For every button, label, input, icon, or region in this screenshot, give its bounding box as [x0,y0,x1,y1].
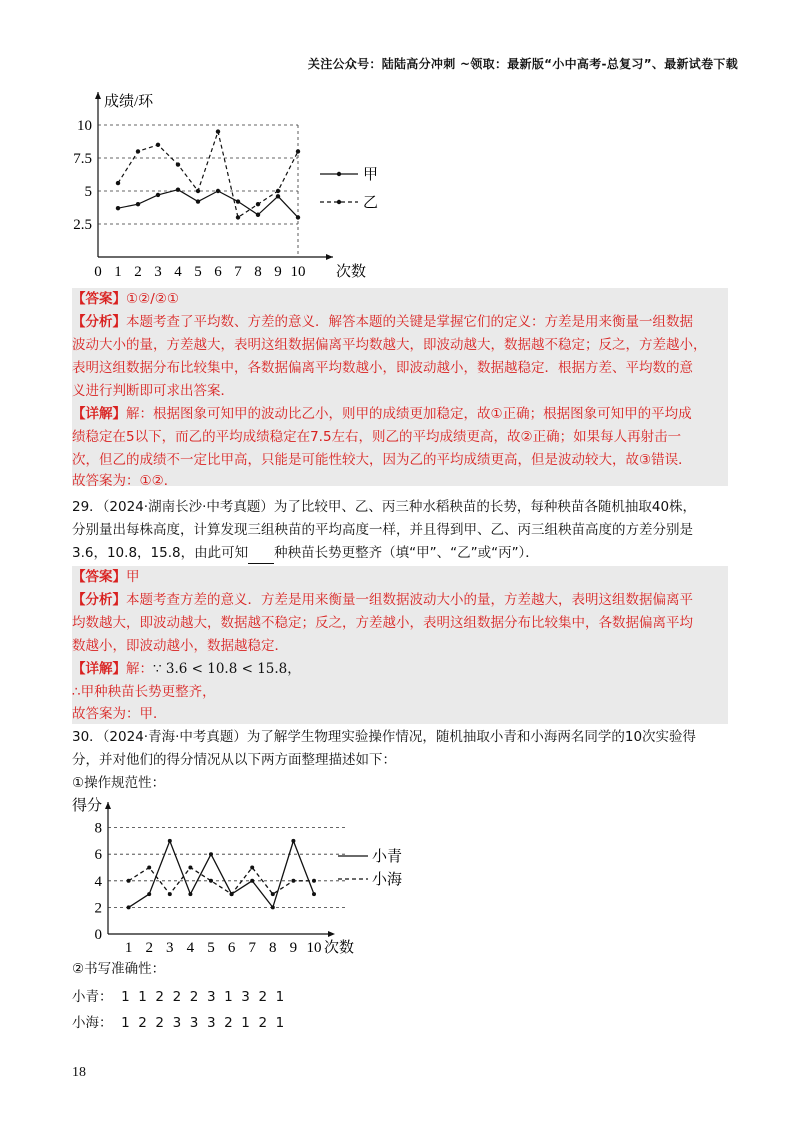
y-tick-label: 8 [94,820,102,837]
x-tick-label: 10 [306,940,322,956]
q28-answer: 【答案】①②/②① [72,291,179,307]
y-axis-label: 成绩/环 [104,94,154,110]
x-tick-label: 2 [145,940,153,956]
x-tick-label: 8 [269,940,277,956]
x-tick-label: 7 [234,264,242,280]
series-line-小青 [129,841,314,908]
x-tick-label: 9 [274,264,282,280]
page-number: 18 [72,1065,86,1080]
data-point [312,892,316,896]
data-point [271,905,275,909]
q29-question-line: 3.6，10.8，15.8，由此可知 种秧苗长势更整齐（填“甲”、“乙”或“丙”）． [72,542,539,564]
legend-label: 乙 [363,195,379,211]
data-point [291,839,295,843]
x-tick-label: 1 [124,940,133,956]
data-point [188,866,192,870]
data-point [216,129,220,133]
q28-analysis-line: 义进行判断即可求出答案． [72,383,234,399]
q29-blank [248,551,274,564]
x-tick-label: 2 [134,264,142,280]
series-line-甲 [118,190,298,218]
x-tick-label: 3 [166,940,174,956]
y-tick-label: 6 [94,847,102,864]
x-tick-label: 4 [186,940,195,956]
data-point [276,194,280,198]
data-point [156,143,160,147]
q30-question-line: 30．（2024·青海·中考真题）为了解学生物理实验操作情况，随机抽取小青和小海两名同学的10次实验得 [72,729,697,745]
q29-conclusion: ∴甲种秧苗长势更整齐， [72,684,216,700]
q28-analysis-line: 表明这组数据分布比较集中，各数据偏离平均数越小，即波动越小，数据越稳定．根据方差、平均数的意 [72,360,693,376]
data-point [136,149,140,153]
x-tick-label: 5 [194,264,202,280]
q29-question-line: 分别量出每株高度，计算发现三组秧苗的平均高度一样，并且得到甲、乙、丙三组秧苗高度的方差分别是 [72,522,693,538]
data-point [216,189,220,193]
experiment-scores-chart [68,792,408,962]
x-tick-label: 3 [154,264,162,280]
data-point [127,879,131,883]
data-point [176,162,180,166]
q28-detail-line: 绩稳定在5以下，而乙的平均成绩稳定在7.5左右，则乙的平均成绩更高，故②正确；如果每人再射击一 [72,429,682,445]
q29-analysis-line: 数越小，即波动越小，数据越稳定． [72,638,288,654]
data-point [256,213,260,217]
data-point [147,866,151,870]
y-tick-label: 4 [94,873,102,890]
q30-item-1: ①操作规范性： [72,775,166,791]
y-tick-label: 5 [84,184,92,200]
data-point [271,892,275,896]
q28-detail-line: 次，但乙的成绩不一定比甲高，只能是可能性较大，因为乙的平均成绩更高，但是波动较大，故③错误． [72,452,692,468]
data-point [168,839,172,843]
x-tick-label: 6 [214,264,222,280]
q30-item-2: ②书写准确性： [72,961,166,977]
y-axis-label: 得分 [72,798,103,814]
data-point [312,879,316,883]
y-tick-label: 0 [94,927,102,943]
x-axis-arrow [328,931,335,937]
q30-question-line: 分，并对他们的得分情况从以下两方面整理描述如下： [72,752,396,768]
y-tick-label: 2.5 [73,217,92,233]
x-axis-label: 次数 [336,264,367,280]
q30-row-xiaohai: 小海： 1 2 2 3 3 3 2 1 2 1 [72,1015,285,1031]
page-header: 关注公众号：陆陆高分冲刺 ~领取：最新版“小中高考-总复习”、最新试卷下载 [307,57,738,71]
data-point [236,199,240,203]
x-tick-label: 10 [290,264,306,280]
data-point [196,199,200,203]
q29-analysis-line: 均数越大，即波动越大，数据越不稳定；反之，方差越小，表明这组数据分布比较集中，各数据偏离平均 [72,615,693,631]
y-axis-arrow [95,92,101,99]
data-point [296,215,300,219]
data-point [196,189,200,193]
q29-final-answer: 故答案为：甲． [72,706,167,722]
q29-answer: 【答案】甲 [72,569,140,585]
q28-analysis-line: 波动大小的量，方差越大，表明这组数据偏离平均数越大，即波动越大，数据越不稳定；反之，方差越小， [72,337,707,353]
x-tick-label: 7 [248,940,256,956]
legend-label: 小海 [372,872,403,888]
legend-marker [337,200,341,204]
x-tick-label: 0 [94,264,102,280]
data-point [168,892,172,896]
data-point [291,879,295,883]
legend-label: 甲 [363,167,379,183]
data-point [209,879,213,883]
y-tick-label: 10 [77,118,92,134]
data-point [116,181,120,185]
data-point [230,892,234,896]
q28-analysis-line: 【分析】本题考查了平均数、方差的意义．解答本题的关键是掌握它们的定义：方差是用来衡量一组数据 [72,314,693,330]
shooting-scores-chart [70,88,400,286]
y-axis-arrow [105,802,111,809]
data-point [136,202,140,206]
q29-analysis-line: 【分析】本题考查方差的意义．方差是用来衡量一组数据波动大小的量，方差越大，表明这组数据偏离平 [72,592,693,608]
data-point [296,149,300,153]
x-tick-label: 4 [174,264,182,280]
data-point [147,892,151,896]
data-point [256,202,260,206]
legend-label: 小青 [372,849,403,865]
data-point [176,187,180,191]
x-tick-label: 1 [114,264,122,280]
y-tick-label: 7.5 [73,151,92,167]
x-tick-label: 9 [289,940,298,956]
series-line-乙 [118,132,298,218]
legend-marker [337,172,341,176]
q30-row-xiaoqing: 小青： 1 1 2 2 2 3 1 3 2 1 [72,989,285,1005]
data-point [209,852,213,856]
data-point [250,879,254,883]
y-tick-label: 2 [94,900,102,917]
x-tick-label: 6 [227,940,236,956]
data-point [127,905,131,909]
data-point [156,193,160,197]
data-point [236,215,240,219]
q28-detail-line: 【详解】解：根据图象可知甲的波动比乙小，则甲的成绩更加稳定，故①正确；根据图象可知甲的平均成 [72,406,692,422]
q28-detail-line: 故答案为：①②． [72,473,178,489]
x-tick-label: 5 [207,940,215,956]
data-point [188,892,192,896]
data-point [116,206,120,210]
x-axis-arrow [326,254,333,260]
q29-detail-line: 【详解】解：∵ 3.6 < 10.8 < 15.8， [72,661,301,677]
data-point [276,189,280,193]
data-point [250,866,254,870]
x-axis-label: 次数 [324,940,355,956]
x-tick-label: 8 [254,264,262,280]
q29-question-line: 29．（2024·湖南长沙·中考真题）为了比较甲、乙、丙三种水稻秧苗的长势，每种秧苗各随机抽取40株， [72,499,697,515]
